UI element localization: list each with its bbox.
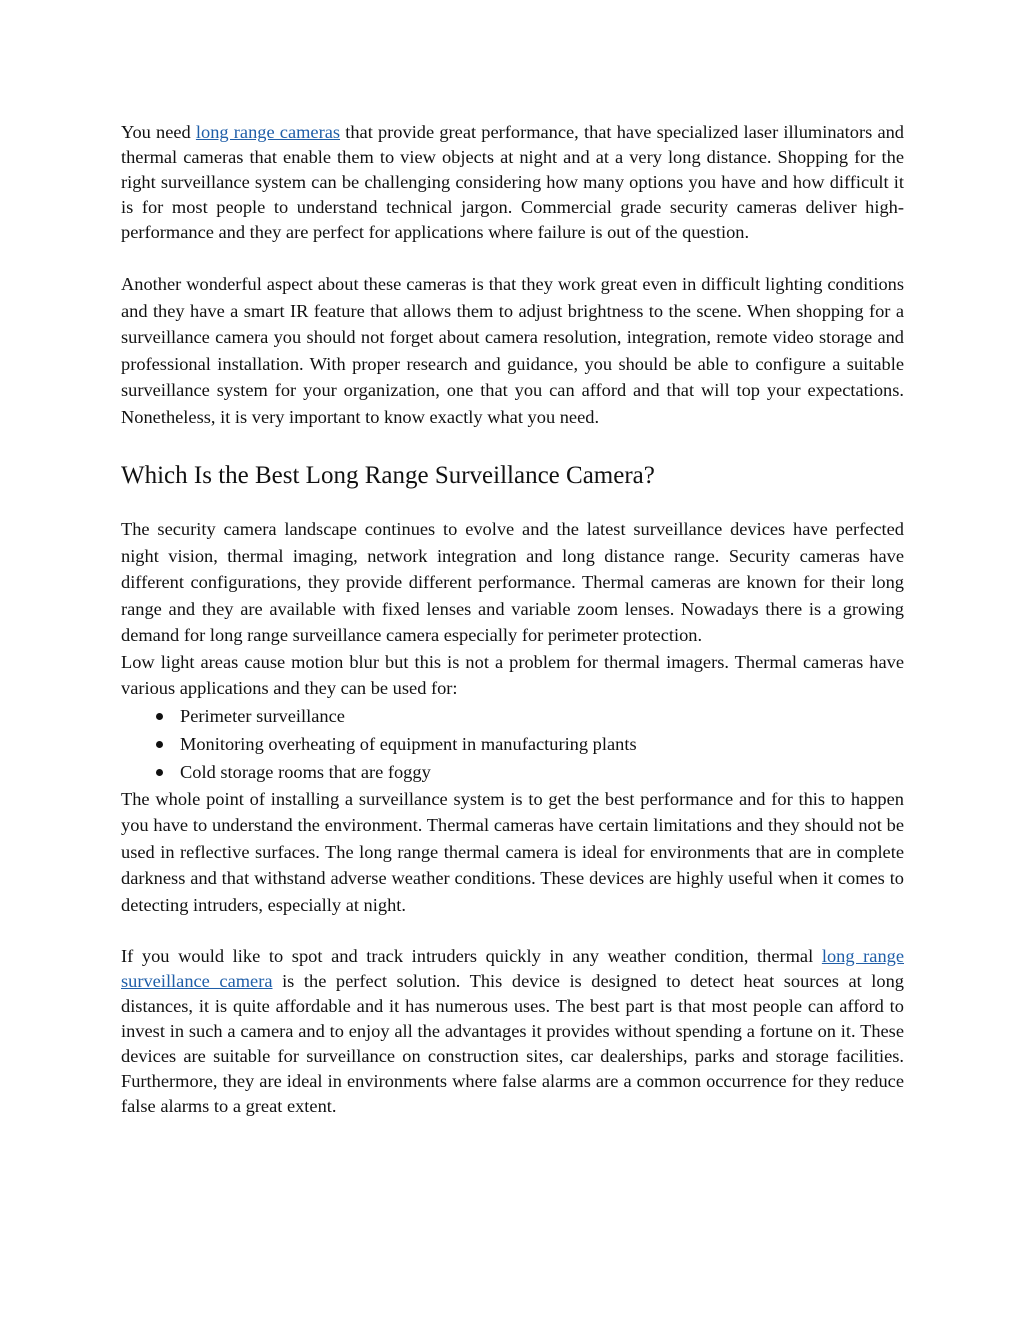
list-item [121,702,904,730]
lighting-paragraph: Another wonderful aspect about these cameras is that they work great even in difficult lighting conditions and they have a smart IR feature that allows them to adjust brightness to the scene. When shopping for a surveillance camera you should not forget about camera resolution, integration, remote video storage and professional installation. With proper research and guidance, you should be able to configure a suitable surveillance system for your organization, one that you can afford and that will top your expectations. Nonetheless, it is very important to know exactly what you need. [121,274,904,427]
intro-text-start: You need [121,122,196,142]
long-range-cameras-link[interactable]: long range cameras [195,122,341,142]
list-item [121,758,904,786]
section-heading: Which Is the Best Long Range Surveillance Camera? [121,462,655,489]
list-item-text: Perimeter surveillance [180,705,345,726]
document-page [121,120,904,1119]
list-item-text: Monitoring overheating of equipment in manufacturing plants [180,733,637,754]
closing-text-start: If you would like to spot and track intruders quickly in any weather condition, thermal [121,946,822,966]
bullet-icon [156,769,163,776]
environment-paragraph: The whole point of installing a surveillance system is to get the best performance and for this to happen you have to understand the environment. Thermal cameras have certain limitations and they should not be used in reflective surfaces. The long range thermal camera is ideal for environments that are in complete darkness and that withstand adverse weather conditions. These devices are highly useful when it comes to detecting intruders, especially at night. [121,788,904,915]
closing-paragraph [121,944,904,1119]
intro-paragraph [121,120,904,245]
bullet-icon [156,741,163,748]
closing-text-end: is the perfect solution. This device is designed to detect heat sources at long distances, it is quite affordable and it has numerous uses. The best part is that most people can afford to invest in such a camera and to enjoy all the advantages it provides without spending a fortune on it. These devices are suitable for surveillance on construction sites, car dealerships, parks and storage facilities. Furthermore, they are ideal in environments where false alarms are a common occurrence for they reduce false alarms to a great extent. [121,971,904,1116]
intro-text-end: that provide great performance, that have specialized laser illuminators and thermal cameras that enable them to view objects at night and at a very long distance. Shopping for the right surveillance system can be challenging considering how many options you have and how difficult it is for most people to understand technical jargon. Commercial grade security cameras deliver high-performance and they are perfect for applications where failure is out of the question. [121,122,904,242]
applications-list [121,702,904,786]
long-range-surveillance-camera-link[interactable]: long range surveillance camera [121,946,905,991]
list-item [121,730,904,758]
bullet-icon [156,713,163,720]
list-item-text: Cold storage rooms that are foggy [180,761,431,782]
low-light-paragraph: Low light areas cause motion blur but this is not a problem for thermal imagers. Thermal cameras have various applications and they can be used for: [121,651,904,698]
landscape-paragraph: The security camera landscape continues to evolve and the latest surveillance devices have perfected night vision, thermal imaging, network integration and long distance range. Security cameras have different configurations, they provide different performance. Thermal cameras are known for their long range and they are available with fixed lenses and variable zoom lenses. Nowadays there is a growing demand for long range surveillance camera especially for perimeter protection. [121,519,904,645]
